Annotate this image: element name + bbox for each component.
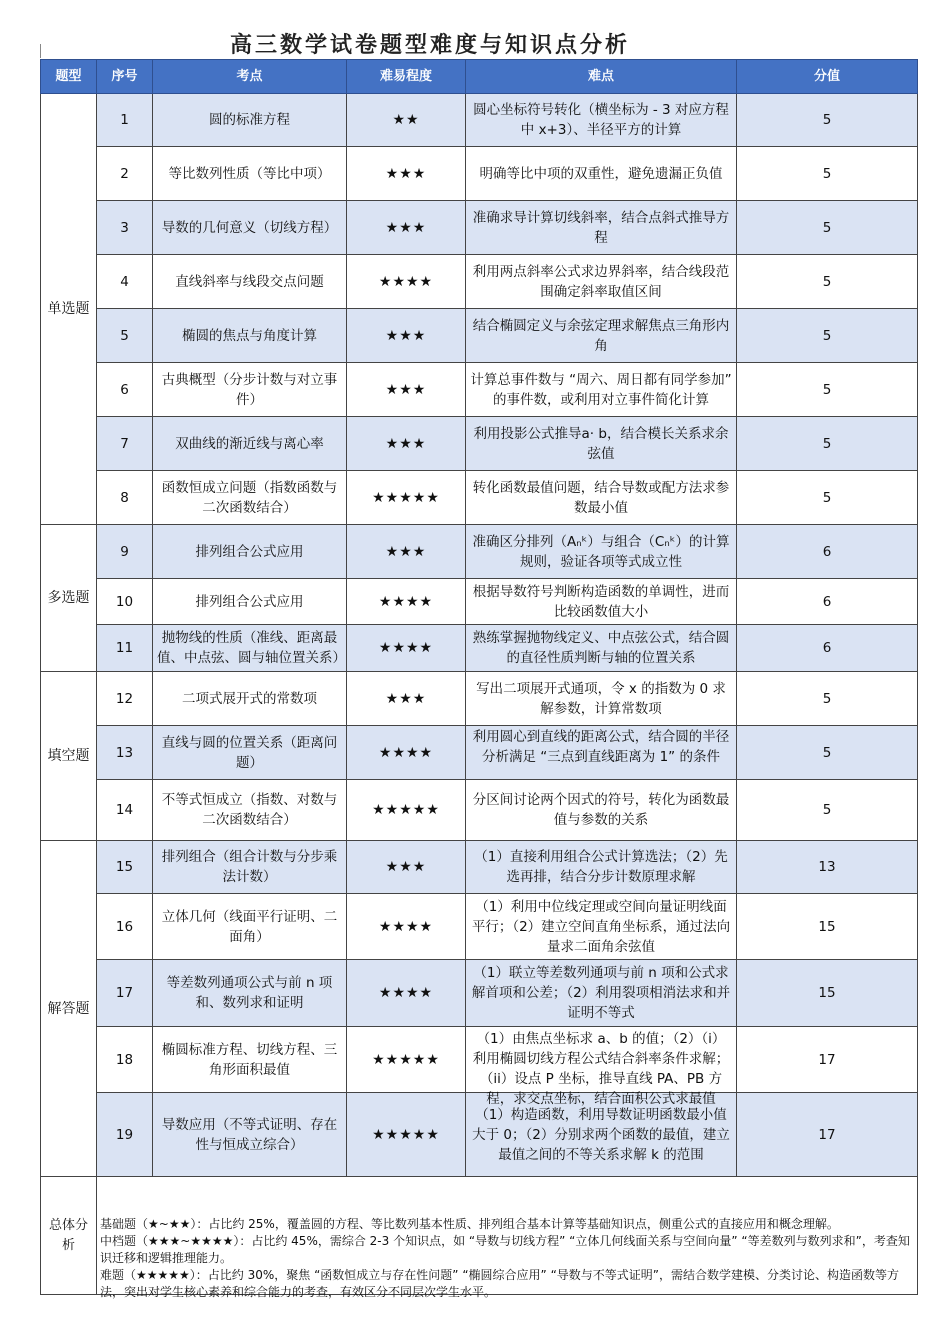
difficulty-cell: ★★★ <box>347 201 466 255</box>
score-cell: 15 <box>737 894 918 960</box>
header-number: 序号 <box>97 60 153 94</box>
header-difficulty: 难易程度 <box>347 60 466 94</box>
analysis-table <box>40 59 918 1299</box>
difficulty-cell: ★★★ <box>347 417 466 471</box>
topic-cell: 等差数列通项公式与前 n 项和、数列求和证明 <box>153 960 347 1027</box>
table-row <box>41 672 918 726</box>
table-row <box>41 841 918 894</box>
summary-label: 总体分析 <box>41 1177 97 1295</box>
score-cell: 5 <box>737 309 918 363</box>
table-row <box>41 94 918 147</box>
topic-text: 抛物线的性质（准线、距离最值、中点弦、圆与轴位置关系） <box>157 630 346 666</box>
challenge-cell: 圆心坐标符号转化（横坐标为 - 3 对应方程中 x+3）、半径平方的计算 <box>466 94 737 147</box>
page-marker <box>40 44 43 58</box>
question-number: 14 <box>97 780 153 841</box>
topic-cell: 排列组合（组合计数与分步乘法计数） <box>153 841 347 894</box>
score-cell: 5 <box>737 672 918 726</box>
table-row <box>41 147 918 201</box>
topic-cell: 古典概型（分步计数与对立事件） <box>153 363 347 417</box>
topic-cell: 椭圆标准方程、切线方程、三角形面积最值 <box>153 1027 347 1093</box>
topic-cell: 排列组合公式应用 <box>153 525 347 579</box>
topic-cell: 立体几何（线面平行证明、二面角） <box>153 894 347 960</box>
topic-cell: 直线与圆的位置关系（距离问题） <box>153 726 347 780</box>
question-type-cell: 填空题 <box>41 672 97 841</box>
difficulty-cell: ★★ <box>347 94 466 147</box>
summary-hard: 难题（★★★★★）：占比约 30%，聚焦 “函数恒成立与存在性问题” “椭圆综合应用” “导数与不等式证明”，需结合数学建模、分类讨论、构造函数等方法，突出对学生核心素养和综合能力的考查，有效区分不同层次学生水平。 <box>100 1268 900 1299</box>
topic-cell: 导数应用（不等式证明、存在性与恒成立综合） <box>153 1093 347 1177</box>
difficulty-cell: ★★★★ <box>347 726 466 780</box>
question-type-cell: 单选题 <box>41 94 97 525</box>
table-row <box>41 625 918 672</box>
difficulty-cell: ★★★ <box>347 147 466 201</box>
table-row <box>41 726 918 780</box>
table-row <box>41 417 918 471</box>
challenge-cell: （1）构造函数，利用导数证明函数最小值大于 0；（2）分别求两个函数的最值，建立最值之间的不等关系求解 k 的范围 <box>466 1093 737 1177</box>
challenge-cell: 转化函数最值问题，结合导数或配方法求参数最小值 <box>466 471 737 525</box>
topic-cell <box>153 625 347 672</box>
difficulty-cell: ★★★★ <box>347 579 466 625</box>
table-row <box>41 201 918 255</box>
challenge-cell: 计算总事件数与 “周六、周日都有同学参加” 的事件数，或利用对立事件简化计算 <box>466 363 737 417</box>
table-row <box>41 579 918 625</box>
score-cell: 15 <box>737 960 918 1027</box>
difficulty-cell: ★★★★ <box>347 894 466 960</box>
table-row <box>41 1027 918 1093</box>
question-number: 11 <box>97 625 153 672</box>
difficulty-cell: ★★★ <box>347 363 466 417</box>
challenge-cell: 准确求导计算切线斜率，结合点斜式推导方程 <box>466 201 737 255</box>
question-type-cell: 解答题 <box>41 841 97 1177</box>
challenge-cell <box>466 1027 737 1107</box>
difficulty-cell: ★★★ <box>347 672 466 726</box>
question-number: 4 <box>97 255 153 309</box>
topic-cell: 导数的几何意义（切线方程） <box>153 201 347 255</box>
table-row <box>41 255 918 309</box>
score-cell: 5 <box>737 726 918 780</box>
summary-medium: 中档题（★★★~★★★★）：占比约 45%，需综合 2-3 个知识点，如 “导数与切线方程” “立体几何线面关系与空间向量” “等差数列与数列求和”，考查知识迁移和逻辑推理能力。 <box>100 1234 910 1265</box>
score-cell: 5 <box>737 94 918 147</box>
challenge-cell: 准确区分排列（Aₙᵏ）与组合（Cₙᵏ）的计算规则，验证各项等式成立性 <box>466 525 737 579</box>
question-number: 7 <box>97 417 153 471</box>
question-number: 15 <box>97 841 153 894</box>
topic-cell: 直线斜率与线段交点问题 <box>153 255 347 309</box>
header-row <box>41 60 918 94</box>
summary-row <box>41 1177 918 1295</box>
question-number: 13 <box>97 726 153 780</box>
score-cell: 5 <box>737 363 918 417</box>
difficulty-cell: ★★★★ <box>347 255 466 309</box>
table-row <box>41 960 918 1027</box>
topic-cell: 函数恒成立问题（指数函数与二次函数结合） <box>153 471 347 525</box>
challenge-cell: 利用投影公式推导a· b，结合模长关系求余弦值 <box>466 417 737 471</box>
difficulty-cell: ★★★★★ <box>347 780 466 841</box>
difficulty-cell: ★★★ <box>347 309 466 363</box>
challenge-cell: （1）直接利用组合公式计算选法；（2）先选再排，结合分步计数原理求解 <box>466 841 737 894</box>
challenge-cell: 写出二项展开式通项，令 x 的指数为 0 求解参数，计算常数项 <box>466 672 737 726</box>
challenge-cell: 根据导数符号判断构造函数的单调性，进而比较函数值大小 <box>466 579 737 625</box>
question-number: 17 <box>97 960 153 1027</box>
question-number: 16 <box>97 894 153 960</box>
question-number: 19 <box>97 1093 153 1177</box>
challenge-cell: （1）利用中位线定理或空间向量证明线面平行；（2）建立空间直角坐标系，通过法向量求二面角余弦值 <box>466 894 737 960</box>
question-number: 6 <box>97 363 153 417</box>
table-row <box>41 363 918 417</box>
difficulty-cell: ★★★★ <box>347 625 466 672</box>
score-cell: 5 <box>737 780 918 841</box>
topic-cell: 不等式恒成立（指数、对数与二次函数结合） <box>153 780 347 841</box>
challenge-text: （1）由焦点坐标求 a、b 的值；（2）（i）利用椭圆切线方程公式结合斜率条件求解；（ii）设点 P 坐标，推导直线 PA、PB 方程，求交点坐标，结合面积公式求最值 <box>472 1030 730 1107</box>
page-title: 高三数学试卷题型难度与知识点分析 <box>230 33 631 58</box>
challenge-text: 利用圆心到直线的距离公式，结合圆的半径分析满足 “三点到直线距离为 1” 的条件 <box>472 728 730 765</box>
header-challenge: 难点 <box>466 60 737 94</box>
question-number: 12 <box>97 672 153 726</box>
score-cell: 17 <box>737 1027 918 1093</box>
challenge-cell: 分区间讨论两个因式的符号，转化为函数最值与参数的关系 <box>466 780 737 841</box>
header-topic: 考点 <box>153 60 347 94</box>
score-cell: 13 <box>737 841 918 894</box>
difficulty-cell: ★★★ <box>347 841 466 894</box>
difficulty-cell: ★★★★★ <box>347 1027 466 1093</box>
challenge-cell <box>466 726 737 780</box>
topic-cell: 等比数列性质（等比中项） <box>153 147 347 201</box>
topic-cell: 排列组合公式应用 <box>153 579 347 625</box>
summary-basic: 基础题（★~★★）：占比约 25%，覆盖圆的方程、等比数列基本性质、排列组合基本计算等基础知识点，侧重公式的直接应用和概念理解。 <box>100 1217 839 1231</box>
challenge-cell: 熟练掌握抛物线定义、中点弦公式，结合圆的直径性质判断与轴的位置关系 <box>466 625 737 672</box>
score-cell: 5 <box>737 417 918 471</box>
score-cell: 6 <box>737 625 918 672</box>
challenge-cell: （1）联立等差数列通项与前 n 项和公式求解首项和公差；（2）利用裂项相消法求和并证明不等式 <box>466 960 737 1027</box>
question-number: 18 <box>97 1027 153 1093</box>
topic-cell: 圆的标准方程 <box>153 94 347 147</box>
challenge-cell: 结合椭圆定义与余弦定理求解焦点三角形内角 <box>466 309 737 363</box>
difficulty-cell: ★★★★★ <box>347 471 466 525</box>
topic-cell: 二项式展开式的常数项 <box>153 672 347 726</box>
table-row <box>41 525 918 579</box>
table-row <box>41 894 918 960</box>
question-number: 10 <box>97 579 153 625</box>
table-row <box>41 471 918 525</box>
topic-cell: 双曲线的渐近线与离心率 <box>153 417 347 471</box>
difficulty-cell: ★★★★ <box>347 960 466 1027</box>
score-cell: 6 <box>737 579 918 625</box>
table-row <box>41 780 918 841</box>
score-cell: 6 <box>737 525 918 579</box>
question-type-cell: 多选题 <box>41 525 97 672</box>
table-row <box>41 309 918 363</box>
score-cell: 5 <box>737 201 918 255</box>
summary-cell <box>97 1177 918 1299</box>
score-cell: 5 <box>737 255 918 309</box>
question-number: 5 <box>97 309 153 363</box>
question-number: 3 <box>97 201 153 255</box>
topic-cell: 椭圆的焦点与角度计算 <box>153 309 347 363</box>
question-number: 8 <box>97 471 153 525</box>
difficulty-cell: ★★★★★ <box>347 1093 466 1177</box>
challenge-cell: 明确等比中项的双重性，避免遗漏正负值 <box>466 147 737 201</box>
difficulty-cell: ★★★ <box>347 525 466 579</box>
question-number: 1 <box>97 94 153 147</box>
score-cell: 5 <box>737 147 918 201</box>
question-number: 2 <box>97 147 153 201</box>
score-cell: 17 <box>737 1093 918 1177</box>
header-type: 题型 <box>41 60 97 94</box>
header-score: 分值 <box>737 60 918 94</box>
score-cell: 5 <box>737 471 918 525</box>
table-row <box>41 1093 918 1177</box>
challenge-cell: 利用两点斜率公式求边界斜率，结合线段范围确定斜率取值区间 <box>466 255 737 309</box>
question-number: 9 <box>97 525 153 579</box>
